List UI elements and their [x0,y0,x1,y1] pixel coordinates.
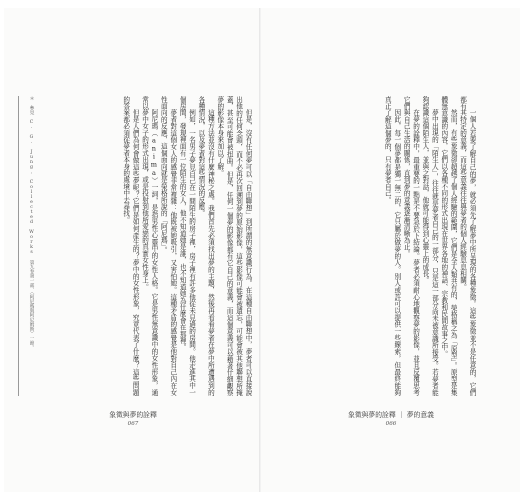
paragraph: 夢中出現的「陌生人」，往往就是夢者自己的一部分，只是這一部分尚未被意識所接受。若夢者能夠認識這個陌生人，並與之對話，他就可能得到心靈上的成長。 [420,96,439,396]
paragraph: 因此，每一個夢都是獨一無二的，它只屬於做夢的人。別人或許可以提供一些線索，但最終能夠真正了解這個夢的，只有夢者自己。 [383,96,401,396]
paragraph: 一個人若要了解自己的夢，就必須先了解夢中所呈現的各種象徵。這些象徵並不是任意的，它們都有其特定的意義，而這些意義往往與夢者的個人經驗息息相關。 [458,96,476,396]
paragraph: 然而，有些象徵卻超越了個人經驗的範圍，它們是全人類共有的，榮格稱之為「原型」。原型是集體無意識的內容，它們以各種不同的形式出現在世界各地的神話、宗教和民間故事之中。 [439,96,458,396]
paragraph: 例如，一名男子夢見自己在一間陌生的房子裡，房子裡有許多他從未見過的房間。他走進其中一個房間，發現裡面有一位陌生的女人，他不知道她是誰，也不知道她為什麼會在那裡。 [178,96,196,396]
right-page-footer [262,410,520,428]
paragraph: 但是人們為何會做這些夢呢？它們是如何產生的？夢中的女性形象，究竟代表了什麼？這些問題的答案都必須從夢者本身的處境中去尋找。 [121,96,140,396]
paragraph: 夢者對這個女人的感覺非常複雜：他既被她吸引，又害怕她。這種矛盾的感覺是他對自己內在女性面向的反應，這個面向就是榮格所說的「阿尼瑪」。 [159,96,177,396]
running-header: 象徵與夢的詮釋 [109,411,157,419]
paragraph: 但是，沒有任何夢可以「自由聯想」到所謂的無意識行為。在這種自由聯想中，夢者可以直接說出他的任何念頭，而不必再次回溯到夢的原始影像，這些影像可能會被遺忘，可能會被其他聯想所掩蓋，甚至可能會被扭曲。但是，任何一個夢的影像都有它自己的意義，而這個意義可以藉著仔細觀察夢的影像本身來加以了解。 [215,96,252,396]
left-page-body [46,96,252,396]
page-number: 067 [127,421,139,427]
right-page [262,8,520,492]
left-page [4,8,262,492]
paragraph: 在夢的詮釋中，最重要的一點是不要急於下結論。夢者必須耐心地觀察夢的影像，並且反覆思考它們與自己生活的關係，直到夢的意義逐漸清晰為止。 [402,96,420,396]
paragraph: 阿尼瑪（anima）一詞，是指男性心靈中的女性人格。它是男性無意識中的女性形象，通常以夢中女子的形式出現，或是投射到他所愛戀的真實女性身上。 [140,96,158,396]
book-gutter [259,8,261,492]
page-number: 066 [385,421,397,427]
footnote: ＊ 參見 C. G. Jung, Collected Works 第九卷第一部，〈阿尼瑪與阿尼姆斯〉一節。 [18,96,34,396]
running-header: 象徵與夢的詮釋 ｜ 夢的意義 [348,411,434,419]
right-page-body [276,96,476,396]
paragraph: 這種方法並沒有什麼神秘之處。我們首先必須找出夢的主題，然後再看看夢者在夢中所遭遇到的各種情況，以及夢者對這些情況的反應。 [196,96,215,396]
left-page-footer [4,410,262,428]
